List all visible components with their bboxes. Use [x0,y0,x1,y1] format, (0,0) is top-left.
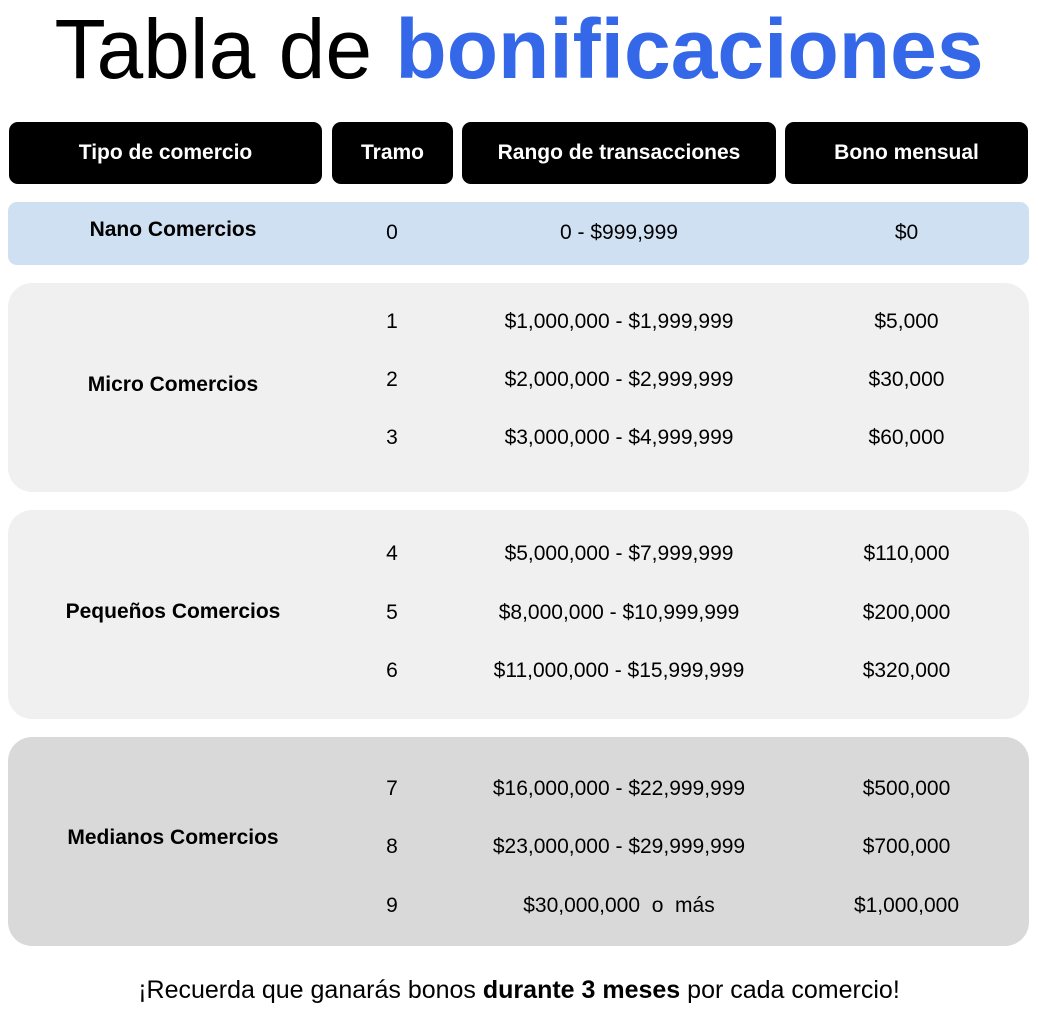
table-row [8,423,1029,453]
cell-tramo: 6 [386,659,398,682]
cell-bonus: $30,000 [868,368,945,391]
table-row [8,832,1029,862]
cell-range: $23,000,000 - $29,999,999 [492,835,746,858]
cell-bonus: $0 [894,221,919,244]
cell-tramo: 9 [386,894,398,917]
group-name: Nano Comercios [89,218,257,241]
table-row [8,218,1029,248]
title-plain: Tabla de [54,2,373,96]
cell-bonus: $700,000 [862,835,951,858]
title-accent: bonificaciones [395,2,984,96]
cell-tramo: 5 [386,601,398,624]
header-bono-mensual: Bono mensual [785,122,1028,184]
cell-tramo: 8 [386,835,398,858]
cell-bonus: $320,000 [862,659,951,682]
footer-text-after: por cada comercio! [687,976,900,1004]
cell-bonus: $110,000 [863,542,950,565]
table-row [8,598,1029,628]
footer-text-before: ¡Recuerda que ganarás bonos [138,976,476,1004]
cell-range: $2,000,000 - $2,999,999 [504,368,734,391]
table-row [8,656,1029,686]
page-title [0,0,1038,98]
group-pequenos-comercios [8,510,1029,719]
table-row [8,774,1029,804]
header-rango-de-transacciones: Rango de transacciones [462,122,776,184]
cell-bonus: $60,000 [868,426,945,449]
header-tipo-de-comercio: Tipo de comercio [9,122,322,184]
cell-range: $3,000,000 - $4,999,999 [504,426,734,449]
footer-note [0,972,1038,1008]
group-name: Micro Comercios [87,373,259,396]
cell-range: 0 - $999,999 [560,221,678,244]
cell-range: $11,000,000 - $15,999,999 [493,659,745,682]
cell-range: $5,000,000 - $7,999,999 [504,542,734,565]
group-nano-comercios [8,202,1029,265]
cell-bonus: $1,000,000 [853,894,960,917]
group-name: Pequeños Comercios [65,600,281,623]
cell-bonus: $200,000 [862,601,951,624]
cell-range: $8,000,000 - $10,999,999 [498,601,740,624]
table-row [8,891,1029,921]
cell-tramo: 4 [386,542,398,565]
table-row [8,539,1029,569]
header-tramo: Tramo [332,122,453,184]
group-name: Medianos Comercios [67,826,279,849]
table-row [8,365,1029,395]
cell-tramo: 3 [386,426,398,449]
table-row [8,307,1029,337]
footer-text-bold: durante 3 meses [482,976,681,1004]
cell-bonus: $500,000 [862,777,951,800]
cell-tramo: 7 [386,777,398,800]
cell-bonus: $5,000 [874,310,939,333]
group-medianos-comercios [8,737,1029,946]
cell-range: $30,000,000 o más [523,894,715,917]
cell-range: $1,000,000 - $1,999,999 [504,310,734,333]
group-micro-comercios [8,283,1029,492]
cell-tramo: 2 [386,368,398,391]
cell-range: $16,000,000 - $22,999,999 [492,777,746,800]
cell-tramo: 1 [386,310,398,333]
cell-tramo: 0 [386,221,398,244]
